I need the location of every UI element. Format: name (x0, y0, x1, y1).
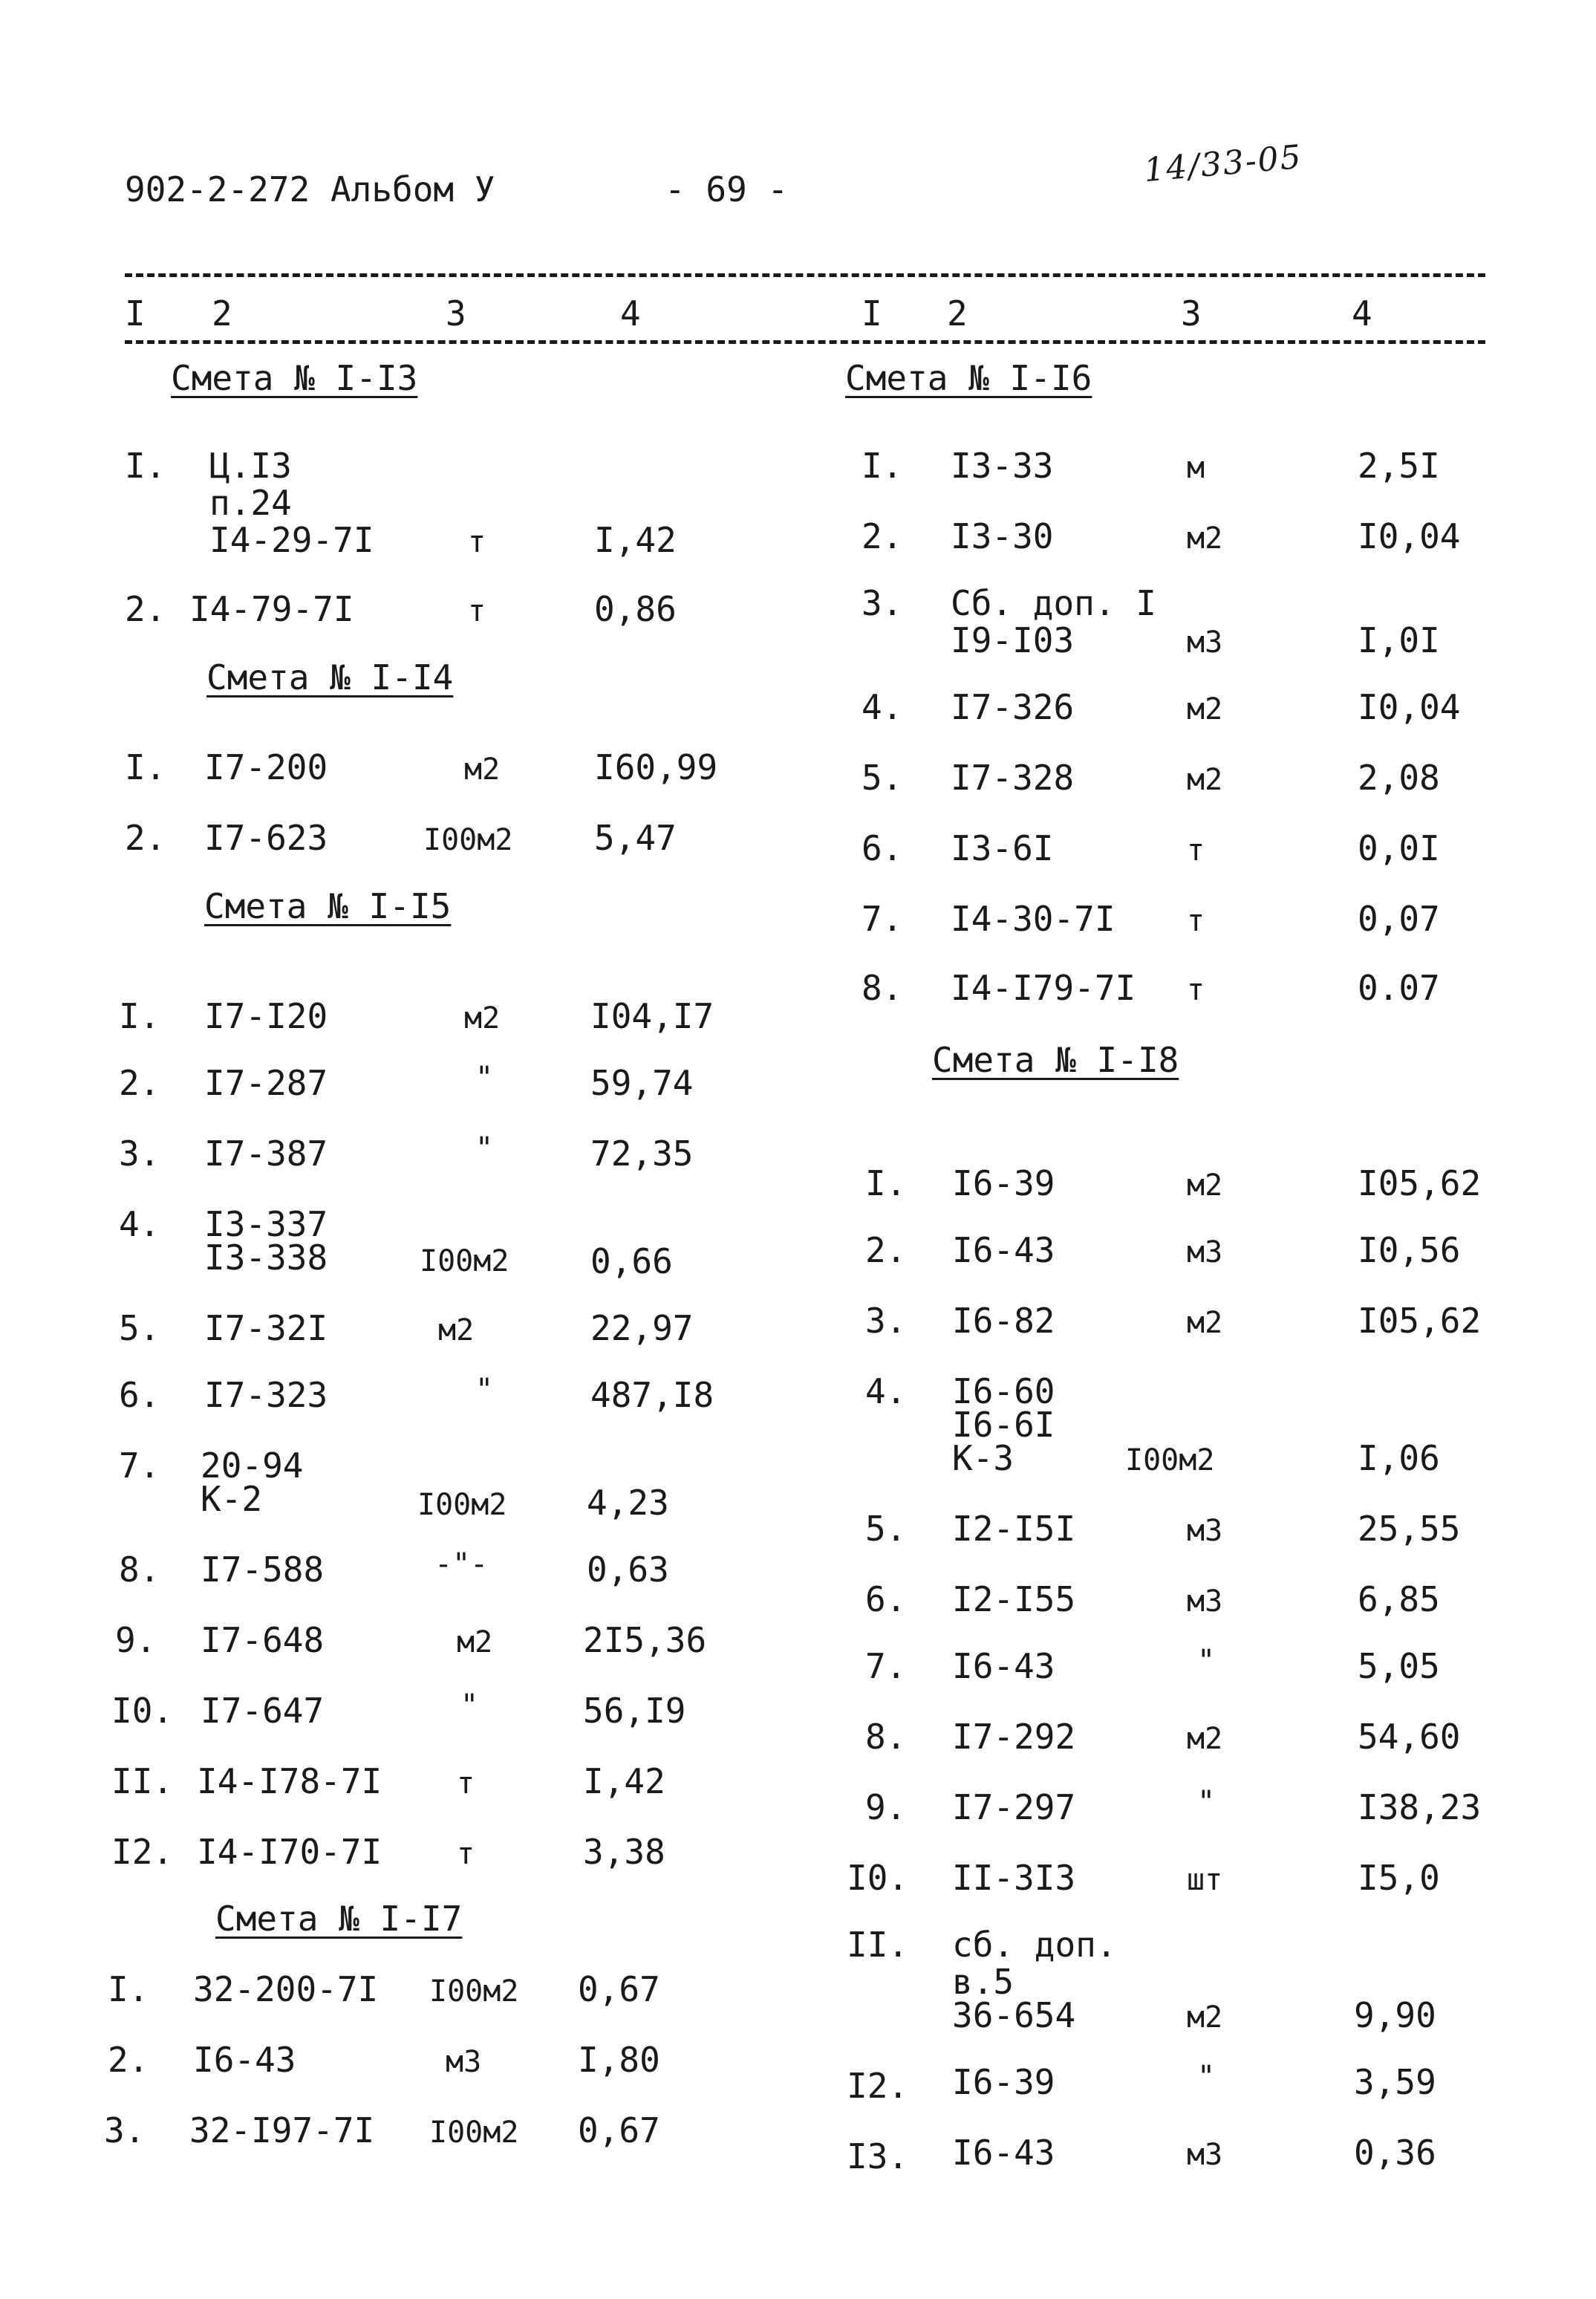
quantity: 59,74 (590, 1063, 694, 1103)
handwritten-note: 14/33-05 (1142, 137, 1304, 190)
section-title: Смета № I-I4 (206, 657, 454, 697)
code-line: 36-654 (952, 1995, 1076, 2035)
col-header-left-4: 4 (620, 293, 641, 334)
row-number: II. (111, 1761, 174, 1801)
code-line: сб. доп. (952, 1925, 1117, 1965)
quantity: 2I5,36 (583, 1620, 707, 1660)
quantity: 4,23 (587, 1483, 669, 1523)
code-line: I6-43 (952, 1230, 1055, 1270)
quantity: 3,38 (583, 1832, 665, 1872)
row-number: I2. (111, 1832, 174, 1872)
quantity: 0,0I (1358, 828, 1440, 868)
row-number: I0. (111, 1691, 174, 1731)
unit: I00м2 (429, 2116, 519, 2150)
row-number: I. (861, 446, 903, 486)
unit: I00м2 (429, 1974, 519, 2009)
quantity: 0,66 (590, 1241, 673, 1281)
code-line: I6-39 (952, 2062, 1055, 2102)
code-line: I3-337 (204, 1204, 328, 1244)
unit: т (1187, 904, 1205, 938)
row-number: 2. (108, 2040, 149, 2080)
row-number: 4. (865, 1371, 907, 1411)
quantity: I38,23 (1358, 1787, 1482, 1827)
unit: т (457, 1766, 475, 1801)
unit: м2 (1187, 763, 1223, 797)
row-number: 8. (119, 1550, 160, 1590)
quantity: I0,04 (1358, 516, 1461, 556)
quantity: 6,85 (1358, 1579, 1440, 1619)
quantity: 0,36 (1354, 2133, 1436, 2173)
code-line: I7-623 (204, 818, 328, 858)
unit: м3 (1187, 625, 1223, 660)
quantity: I04,I7 (590, 996, 714, 1036)
quantity: 2,5I (1358, 446, 1440, 486)
code-line: I6-43 (952, 1646, 1055, 1686)
row-number: II. (847, 1925, 909, 1965)
quantity: 56,I9 (583, 1691, 686, 1731)
code-line: I3-33 (951, 446, 1054, 486)
section-title: Смета № I-I6 (845, 358, 1092, 398)
code-line: I7-387 (204, 1134, 328, 1174)
row-number: 7. (119, 1446, 160, 1486)
col-header-right-2: 2 (947, 293, 968, 334)
unit: м3 (446, 2045, 482, 2079)
code-line: I7-297 (952, 1787, 1076, 1827)
unit: м2 (1187, 1306, 1223, 1340)
row-number: 3. (119, 1134, 160, 1174)
unit: т (468, 594, 486, 628)
col-header-right-3: 3 (1181, 293, 1202, 334)
row-number: 2. (119, 1063, 160, 1103)
code-line: 20-94 (201, 1446, 304, 1486)
code-line: II-3I3 (952, 1858, 1076, 1898)
row-number: I. (125, 446, 166, 486)
unit: м3 (1187, 2138, 1223, 2172)
unit: м2 (1187, 1168, 1223, 1203)
code-line: I4-I78-7I (197, 1761, 382, 1801)
unit: I00м2 (423, 823, 513, 857)
unit: м2 (1187, 692, 1223, 726)
row-number: I2. (847, 2066, 909, 2106)
quantity: 0,63 (587, 1550, 669, 1590)
quantity: 72,35 (590, 1134, 694, 1174)
quantity: I60,99 (594, 747, 718, 787)
unit: -"- (434, 1547, 489, 1581)
row-number: 4. (119, 1204, 160, 1244)
row-number: I. (119, 996, 160, 1036)
quantity: I5,0 (1358, 1858, 1440, 1898)
code-line: I7-287 (204, 1063, 328, 1103)
header-dashed-rule (125, 340, 1485, 344)
unit: " (1197, 2060, 1216, 2094)
code-line: 32-I97-7I (189, 2110, 375, 2150)
code-line: I6-43 (952, 2133, 1055, 2173)
row-number: 9. (115, 1620, 157, 1660)
unit: т (457, 1837, 475, 1871)
quantity: 54,60 (1358, 1717, 1461, 1757)
row-number: 7. (865, 1646, 907, 1686)
row-number: I. (865, 1163, 907, 1203)
code-line: I7-588 (201, 1550, 325, 1590)
row-number: 3. (104, 2110, 146, 2150)
row-number: 5. (119, 1308, 160, 1348)
col-header-left-3: 3 (446, 293, 466, 334)
unit: I00м2 (420, 1244, 509, 1278)
quantity: 0,67 (578, 1969, 660, 2009)
unit: м2 (1187, 2000, 1223, 2035)
row-number: 2. (865, 1230, 907, 1270)
quantity: 0,07 (1358, 899, 1440, 939)
row-number: I. (108, 1969, 149, 2009)
quantity: I,80 (578, 2040, 660, 2080)
unit: т (1187, 833, 1205, 868)
unit: м2 (464, 1001, 501, 1035)
row-number: 6. (865, 1579, 907, 1619)
section-title: Смета № I-I5 (204, 886, 452, 926)
row-number: 8. (861, 968, 903, 1008)
row-number: I0. (847, 1858, 909, 1898)
row-number: 4. (861, 687, 903, 727)
row-number: 5. (861, 758, 903, 798)
code-line: I7-326 (951, 687, 1075, 727)
quantity: 0.07 (1358, 968, 1440, 1008)
section-title: Смета № I-I7 (215, 1899, 463, 1939)
code-line: I4-79-7I (189, 589, 354, 629)
quantity: I05,62 (1358, 1163, 1482, 1203)
code-line: I4-30-7I (951, 899, 1115, 939)
code-line: К-3 (952, 1438, 1014, 1478)
code-line: I6-82 (952, 1301, 1055, 1341)
code-line: I7-200 (204, 747, 328, 787)
row-number: I3. (847, 2136, 909, 2176)
code-line: I6-39 (952, 1163, 1055, 1203)
code-line: I4-29-7I (209, 520, 374, 560)
unit: " (1197, 1785, 1216, 1819)
code-line: I6-60 (952, 1371, 1055, 1411)
top-dashed-rule (125, 273, 1485, 277)
code-line: 32-200-7I (193, 1969, 379, 2009)
quantity: 0,86 (594, 589, 677, 629)
unit: " (1197, 1644, 1216, 1678)
code-line: I7-I20 (204, 996, 328, 1036)
section-title: Смета № I-I3 (171, 358, 418, 398)
quantity: I0,56 (1358, 1230, 1461, 1270)
quantity: 22,97 (590, 1308, 694, 1348)
quantity: 0,67 (578, 2110, 660, 2150)
unit: " (475, 1373, 494, 1407)
quantity: I,42 (594, 520, 677, 560)
unit: т (1187, 973, 1205, 1007)
section-title: Смета № I-I8 (932, 1040, 1179, 1080)
col-header-right-4: 4 (1352, 293, 1372, 334)
quantity: I,42 (583, 1761, 665, 1801)
code-line: I7-292 (952, 1717, 1076, 1757)
unit: м2 (457, 1625, 493, 1659)
row-number: 8. (865, 1717, 907, 1757)
quantity: 5,47 (594, 818, 677, 858)
code-line: I9-I03 (951, 620, 1075, 660)
unit: м2 (464, 752, 501, 787)
quantity: 25,55 (1358, 1509, 1461, 1549)
unit: " (475, 1061, 494, 1095)
row-number: 6. (861, 828, 903, 868)
col-header-right-1: I (861, 293, 882, 334)
code-line: I7-328 (951, 758, 1075, 798)
code-line: I6-6I (952, 1405, 1055, 1445)
row-number: 3. (865, 1301, 907, 1341)
code-line: п.24 (209, 483, 292, 523)
row-number: 6. (119, 1375, 160, 1415)
row-number: 2. (861, 516, 903, 556)
code-line: в.5 (952, 1962, 1014, 2002)
quantity: 5,05 (1358, 1646, 1440, 1686)
code-line: I7-32I (204, 1308, 328, 1348)
col-header-left-1: I (125, 293, 146, 334)
row-number: 2. (125, 818, 166, 858)
page-number: - 69 - (665, 169, 789, 209)
row-number: 7. (861, 899, 903, 939)
quantity: 9,90 (1354, 1995, 1436, 2035)
code-line: I3-338 (204, 1238, 328, 1278)
code-line: I3-6I (951, 828, 1054, 868)
quantity: 2,08 (1358, 758, 1440, 798)
unit: шт (1187, 1863, 1223, 1897)
doc-code: 902-2-272 Альбом У (125, 169, 495, 209)
code-line: I4-I79-7I (951, 968, 1136, 1008)
code-line: Сб. доп. I (951, 583, 1156, 623)
code-line: I2-I55 (952, 1579, 1076, 1619)
col-header-left-2: 2 (212, 293, 232, 334)
code-line: Ц.I3 (209, 446, 292, 486)
quantity: I,06 (1358, 1438, 1440, 1478)
unit: м3 (1187, 1514, 1223, 1548)
code-line: I7-647 (201, 1691, 325, 1731)
code-line: I7-323 (204, 1375, 328, 1415)
unit: м (1187, 451, 1205, 485)
unit: м2 (438, 1313, 475, 1347)
unit: т (468, 525, 486, 559)
unit: м2 (1187, 1722, 1223, 1756)
row-number: 5. (865, 1509, 907, 1549)
quantity: 3,59 (1354, 2062, 1436, 2102)
code-line: I6-43 (193, 2040, 296, 2080)
row-number: 3. (861, 583, 903, 623)
quantity: 487,I8 (590, 1375, 714, 1415)
unit: " (460, 1688, 479, 1723)
quantity: I0,04 (1358, 687, 1461, 727)
unit: м2 (1187, 521, 1223, 556)
code-line: К-2 (201, 1479, 263, 1519)
row-number: 2. (125, 589, 166, 629)
unit: м3 (1187, 1584, 1223, 1619)
unit: м3 (1187, 1235, 1223, 1269)
code-line: I3-30 (951, 516, 1054, 556)
row-number: I. (125, 747, 166, 787)
unit: " (475, 1131, 494, 1165)
unit: I00м2 (417, 1488, 507, 1522)
quantity: I05,62 (1358, 1301, 1482, 1341)
row-number: 9. (865, 1787, 907, 1827)
code-line: I7-648 (201, 1620, 325, 1660)
quantity: I,0I (1358, 620, 1440, 660)
code-line: I2-I5I (952, 1509, 1076, 1549)
unit: I00м2 (1125, 1443, 1215, 1477)
code-line: I4-I70-7I (197, 1832, 382, 1872)
